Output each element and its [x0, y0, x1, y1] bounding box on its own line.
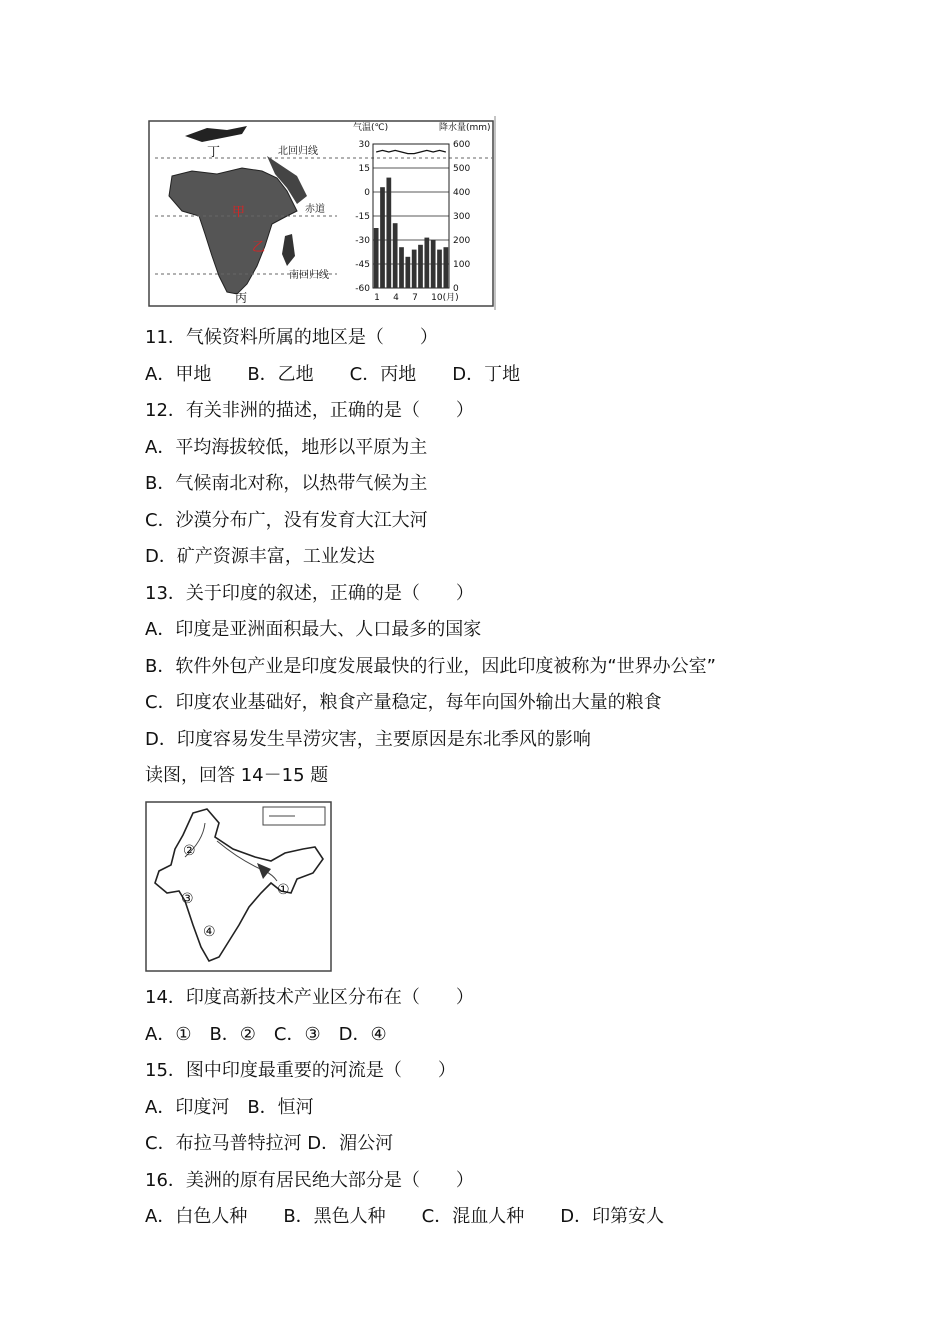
question-12-option-a: A．平均海拔较低，地形以平原为主 — [145, 437, 428, 458]
question-13-option-a: A．印度是亚洲面积最大、人口最多的国家 — [145, 619, 482, 640]
marker-4: ④ — [203, 924, 216, 940]
figure-india-svg — [145, 801, 333, 973]
question-15-options-ab: A．印度河 B．恒河 — [145, 1097, 314, 1118]
label-tropic-capricorn: 南回归线 — [289, 270, 329, 281]
precip-bar — [393, 223, 398, 288]
precip-bar — [412, 250, 417, 288]
question-12-option-d: D．矿产资源丰富，工业发达 — [145, 546, 375, 567]
precip-bar — [405, 257, 410, 288]
precip-bar — [443, 247, 448, 288]
marker-1: ① — [277, 882, 290, 898]
read-figure-intro: 读图，回答 14－15 题 — [145, 765, 329, 786]
precip-tick-label: 500 — [453, 164, 471, 174]
temp-tick-label: -60 — [355, 284, 370, 294]
temp-axis-label: 气温(℃) — [353, 123, 389, 133]
question-11-options: A．甲地 B．乙地 C．丙地 D．丁地 — [145, 364, 521, 385]
question-13-option-c: C．印度农业基础好，粮食产量稳定，每年向国外输出大量的粮食 — [145, 692, 662, 713]
temp-tick-label: 0 — [364, 188, 370, 198]
label-equator: 赤道 — [305, 204, 325, 215]
question-13-stem: 13．关于印度的叙述，正确的是（ ） — [145, 583, 474, 604]
temp-tick-label: -30 — [355, 236, 370, 246]
figure-africa-climate — [147, 116, 497, 310]
question-15-stem: 15．图中印度最重要的河流是（ ） — [145, 1060, 456, 1081]
marker-2: ② — [183, 843, 196, 859]
month-tick-label: 1 — [374, 293, 380, 303]
temp-tick-label: 15 — [358, 164, 370, 174]
label-jia: 甲 — [232, 205, 246, 220]
question-12-option-b: B．气候南北对称，以热带气候为主 — [145, 473, 428, 494]
precip-tick-label: 200 — [453, 236, 471, 246]
question-13-option-b: B．软件外包产业是印度发展最快的行业，因此印度被称为“世界办公室” — [145, 656, 716, 677]
precip-axis-label: 降水量(mm) — [439, 123, 491, 133]
marker-3: ③ — [181, 891, 194, 907]
precip-tick-label: 600 — [453, 140, 471, 150]
temp-tick-label: -45 — [355, 260, 370, 270]
question-14-options: A．① B．② C．③ D．④ — [145, 1024, 387, 1045]
precip-bar — [431, 240, 436, 288]
question-16-options: A．白色人种 B．黑色人种 C．混血人种 D．印第安人 — [145, 1206, 665, 1227]
precip-bar — [437, 250, 442, 288]
precip-bar — [380, 187, 385, 288]
precip-tick-label: 100 — [453, 260, 471, 270]
question-13-option-d: D．印度容易发生旱涝灾害，主要原因是东北季风的影响 — [145, 729, 591, 750]
precip-bar — [424, 238, 429, 288]
precip-bar — [418, 245, 423, 288]
figure-africa-svg — [147, 116, 497, 310]
temp-tick-label: -15 — [355, 212, 370, 222]
question-15-options-cd: C．布拉马普特拉河 D．湄公河 — [145, 1133, 394, 1154]
month-tick-label: 7 — [412, 293, 418, 303]
question-14-stem: 14．印度高新技术产业区分布在（ ） — [145, 987, 474, 1008]
question-12-stem: 12．有关非洲的描述，正确的是（ ） — [145, 400, 474, 421]
question-12-option-c: C．沙漠分布广，没有发育大江大河 — [145, 510, 428, 531]
figure-india-map — [145, 801, 333, 973]
label-bing: 丙 — [235, 291, 248, 305]
question-11-stem: 11．气候资料所属的地区是（ ） — [145, 327, 438, 348]
label-yi: 乙 — [252, 240, 266, 255]
precip-bar — [386, 178, 391, 288]
question-16-stem: 16．美洲的原有居民绝大部分是（ ） — [145, 1170, 474, 1191]
precip-tick-label: 400 — [453, 188, 471, 198]
label-ding: 丁 — [207, 145, 221, 160]
label-tropic-cancer: 北回归线 — [278, 146, 318, 157]
month-tick-label: 4 — [393, 293, 399, 303]
temp-tick-label: 30 — [358, 140, 370, 150]
month-tick-label: 10(月) — [431, 293, 459, 303]
precip-bar — [399, 247, 404, 288]
precip-tick-label: 0 — [453, 284, 459, 294]
precip-bar — [374, 228, 379, 288]
precip-tick-label: 300 — [453, 212, 471, 222]
